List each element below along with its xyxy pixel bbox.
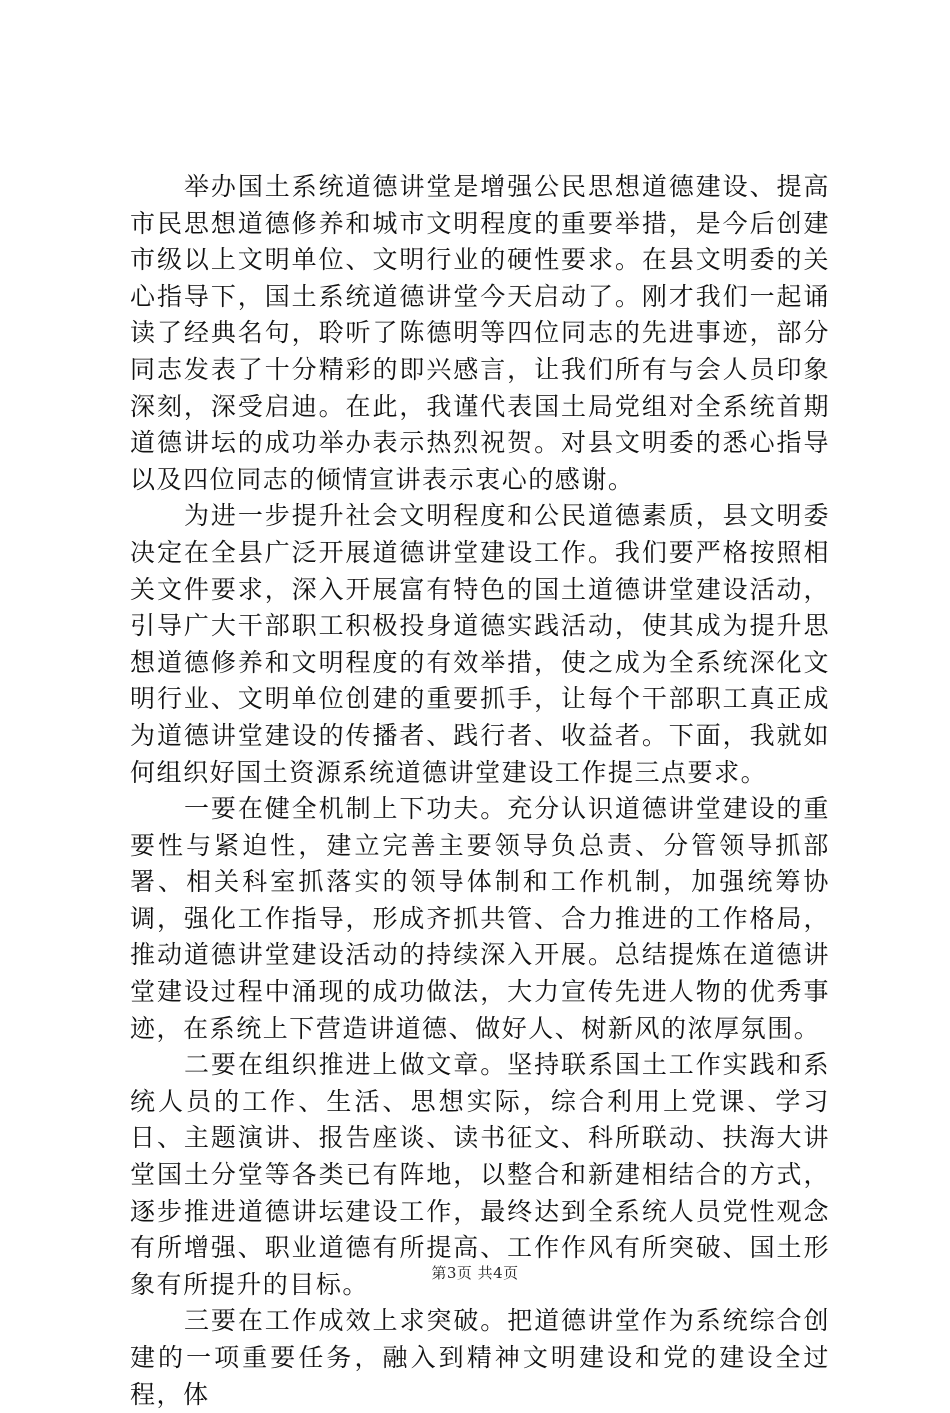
page-number-footer: 第3页 共4页 <box>431 1264 519 1282</box>
paragraph-1: 举办国土系统道德讲堂是增强公民思想道德建设、提高市民思想道德修养和城市文明程度的重要举措，是今后创建市级以上文明单位、文明行业的硬性要求。在县文明委的关心指导下，国土系统道德讲堂今天启动了。刚才我们一起诵读了经典名句，聆听了陈德明等四位同志的先进事迹，部分同志发表了十分精彩的即兴感言，让我们所有与会人员印象深刻，深受启迪。在此，我谨代表国土局党组对全系统首期道德讲坛的成功举办表示热烈祝贺。对县文明委的悉心指导以及四位同志的倾情宣讲表示衷心的感谢。 <box>130 172 830 494</box>
paragraph-3: 一要在健全机制上下功夫。充分认识道德讲堂建设的重要性与紧迫性，建立完善主要领导负总责、分管领导抓部署、相关科室抓落实的领导体制和工作机制，加强统筹协调，强化工作指导，形成齐抓共管、合力推进的工作格局，推动道德讲堂建设活动的持续深入开展。总结提炼在道德讲堂建设过程中涌现的成功做法，大力宣传先进人物的优秀事迹，在系统上下营造讲道德、做好人、树新风的浓厚氛围。 <box>130 794 830 1043</box>
paragraph-2: 为进一步提升社会文明程度和公民道德素质，县文明委决定在全县广泛开展道德讲堂建设工作。我们要严格按照相关文件要求，深入开展富有特色的国土道德讲堂建设活动，引导广大干部职工积极投身道德实践活动，使其成为提升思想道德修养和文明程度的有效举措，使之成为全系统深化文明行业、文明单位创建的重要抓手，让每个干部职工真正成为道德讲堂建设的传播者、践行者、收益者。下面，我就如何组织好国土资源系统道德讲堂建设工作提三点要求。 <box>130 501 830 787</box>
paragraph-4: 二要在组织推进上做文章。坚持联系国土工作实践和系统人员的工作、生活、思想实际，综合利用上党课、学习日、主题演讲、报告座谈、读书征文、科所联动、扶海大讲堂国土分堂等各类已有阵地，以整合和新建相结合的方式，逐步推进道德讲坛建设工作，最终达到全系统人员党性观念有所增强、职业道德有所提高、工作作风有所突破、国土形象有所提升的目标。 <box>130 1050 830 1299</box>
paragraph-5: 三要在工作成效上求突破。把道德讲堂作为系统综合创建的一项重要任务，融入到精神文明建设和党的建设全过程，体 <box>130 1306 830 1409</box>
document-body <box>130 169 830 1413</box>
